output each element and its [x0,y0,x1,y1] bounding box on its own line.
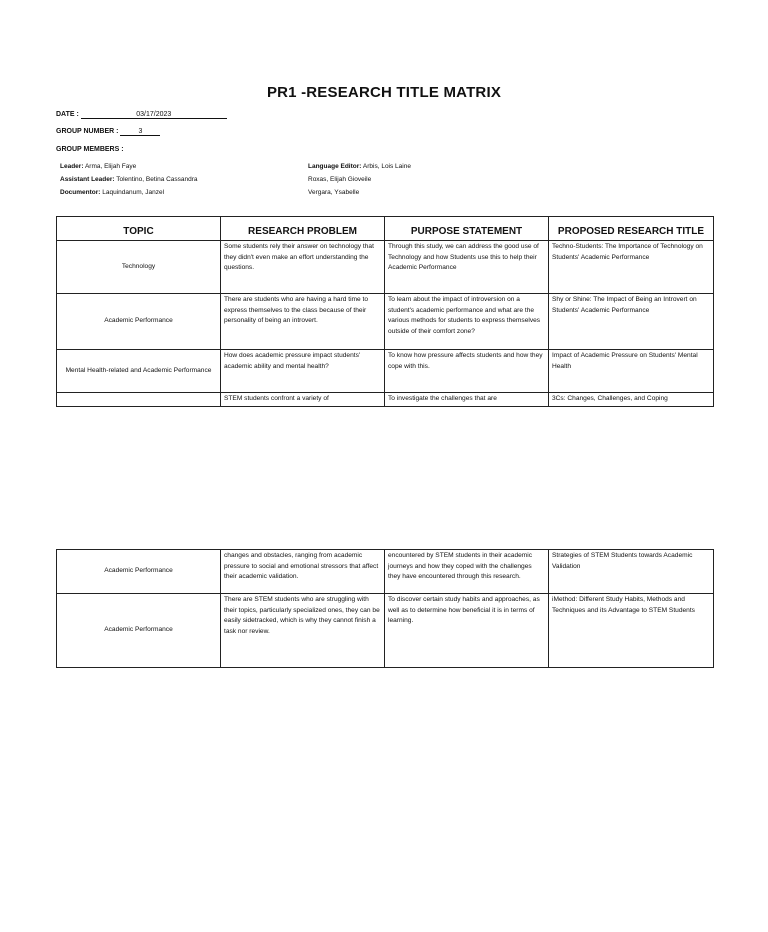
header-purpose-statement: PURPOSE STATEMENT [385,217,549,241]
cell-purpose: To know how pressure affects students and how they cope with this. [385,350,549,393]
member-row: Documentor: Laquindanum, Janzel [60,189,165,196]
group-number-value: 3 [120,128,160,136]
cell-title: 3Cs: Changes, Challenges, and Coping [549,393,714,407]
page-title: PR1 -RESEARCH TITLE MATRIX [266,84,502,101]
date-label: DATE : [56,111,79,118]
table-row [57,550,714,594]
group-members-label: GROUP MEMBERS : [56,146,124,153]
cell-title: Shy or Shine: The Impact of Being an Introvert on Students' Academic Performance [549,294,714,350]
cell-problem: STEM students confront a variety of [221,393,385,407]
table-row [57,294,714,350]
cell-topic: Academic Performance [57,550,221,594]
table-header-row [57,217,714,241]
cell-purpose: To investigate the challenges that are [385,393,549,407]
date-value: 03/17/2023 [81,111,227,119]
table-row [57,594,714,668]
header-research-problem: RESEARCH PROBLEM [221,217,385,241]
cell-problem: changes and obstacles, ranging from academic pressure to social and emotional stressors that affect their academic validation. [221,550,385,594]
cell-purpose: Through this study, we can address the good use of Technology and how Students use this to help their Academic Performance [385,241,549,294]
date-line [56,111,227,119]
research-matrix-table-continued [56,549,714,668]
cell-title: Techno-Students: The Importance of Technology on Students' Academic Performance [549,241,714,294]
member-row: Language Editor: Arbis, Lois Laine [308,163,411,170]
table-row [57,393,714,407]
member-row: Assistant Leader: Tolentino, Betina Cassandra [60,176,198,183]
member-row: Roxas, Elijah Gioveile [308,176,372,183]
cell-topic: Technology [57,241,221,294]
cell-purpose: To discover certain study habits and approaches, as well as to determine how beneficial it is in terms of learning. [385,594,549,668]
cell-purpose: encountered by STEM students in their academic journeys and how they coped with the challenges they have encountered through this research. [385,550,549,594]
table-row [57,241,714,294]
cell-title: Impact of Academic Pressure on Students' Mental Health [549,350,714,393]
cell-problem: How does academic pressure impact students' academic ability and mental health? [221,350,385,393]
cell-purpose: To learn about the impact of introversion on a student's academic performance and what are the various methods for students to express themselves outside of their comfort zone? [385,294,549,350]
cell-title: iMethod: Different Study Habits, Methods and Techniques and its Advantage to STEM Students [549,594,714,668]
cell-problem: There are STEM students who are struggling with their topics, particularly specialized ones, they can be easily sidetracked, which is why they cannot finish a task nor review. [221,594,385,668]
header-proposed-title: PROPOSED RESEARCH TITLE [549,217,714,241]
cell-title: Strategies of STEM Students towards Academic Validation [549,550,714,594]
cell-topic: Mental Health-related and Academic Performance [57,350,221,393]
cell-problem: Some students rely their answer on technology that they didn't even make an effort understanding the questions. [221,241,385,294]
member-row: Vergara, Ysabelle [308,189,360,196]
table-row [57,350,714,393]
cell-problem: There are students who are having a hard time to express themselves to the class because of their personality of being an introvert. [221,294,385,350]
header-topic: TOPIC [57,217,221,241]
cell-topic: Academic Performance [57,594,221,668]
members-left [60,160,198,199]
members-right [308,160,411,199]
group-number-label: GROUP NUMBER : [56,128,119,135]
member-row: Leader: Arma, Elijah Faye [60,163,137,170]
research-matrix-table [56,216,714,407]
cell-topic [57,393,221,407]
cell-topic: Academic Performance [57,294,221,350]
group-number-line [56,128,160,136]
